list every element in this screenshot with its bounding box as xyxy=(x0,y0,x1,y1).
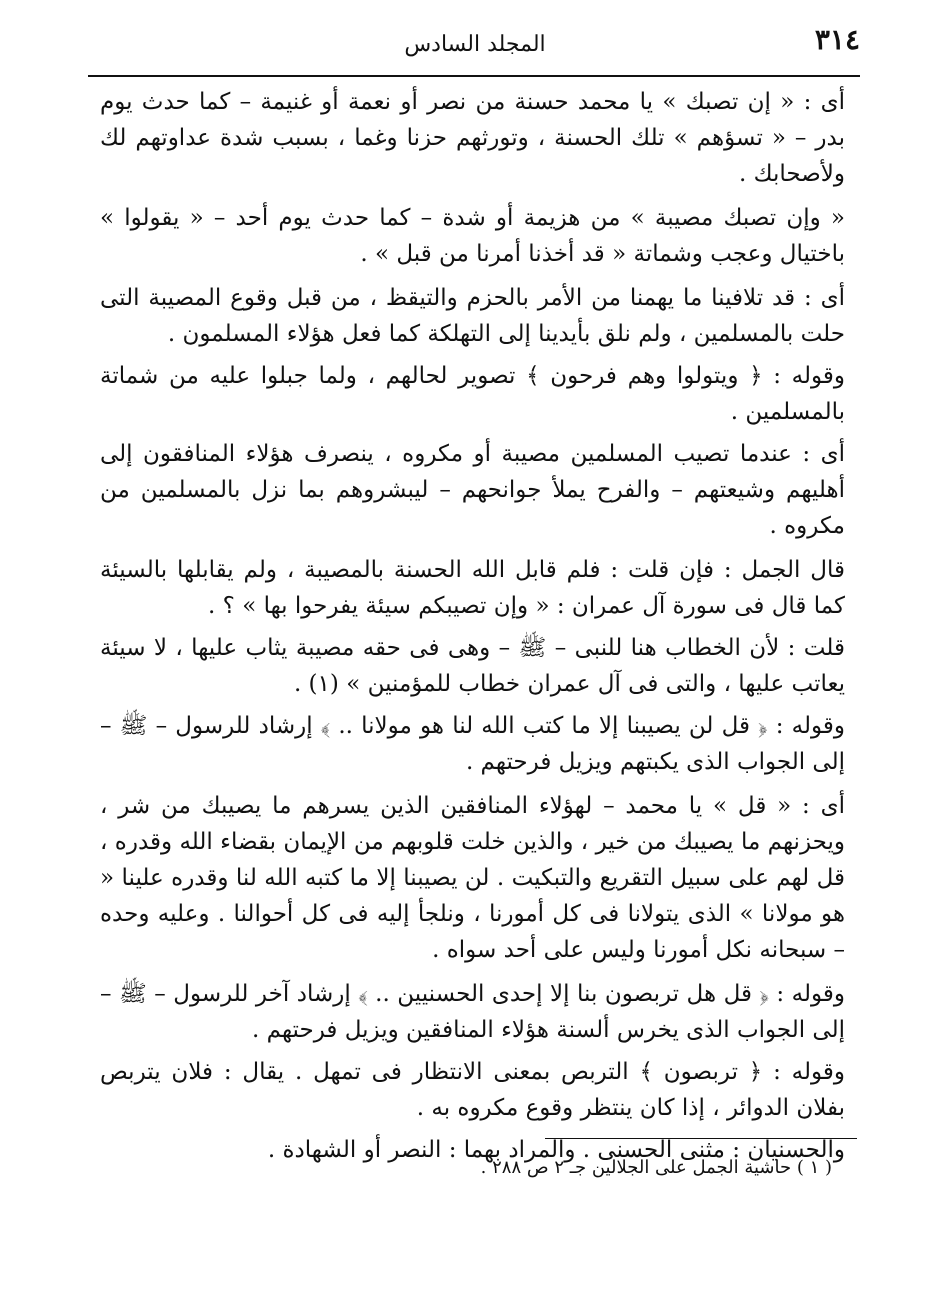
paragraph: وقوله : ﴿ قل هل تربصون بنا إلا إحدى الحسنيين .. ﴾ إرشاد آخر للرسول – ﷺ – إلى الجواب الذى يخرس ألسنة هؤلاء المنافقين ويزيل فرحتهم . xyxy=(100,981,845,1043)
paragraph: وقوله : ﴿ تربصون ﴾ التربص بمعنى الانتظار فى تمهل . يقال : فلان يتربص بفلان الدوائر ، إذا كان ينتظر وقوع مكروه به . xyxy=(100,1059,845,1121)
page-number: ٣١٤ xyxy=(814,23,860,56)
paragraph: وقوله : ﴿ قل لن يصيبنا إلا ما كتب الله لنا هو مولانا .. ﴾ إرشاد للرسول – ﷺ – إلى الجواب الذى يكبتهم ويزيل فرحتهم . xyxy=(100,713,845,775)
main-text xyxy=(100,84,845,1174)
paragraph: وقوله : ﴿ ويتولوا وهم فرحون ﴾ تصوير لحالهم ، ولما جبلوا عليه من شماتة بالمسلمين . xyxy=(100,363,845,425)
header-divider xyxy=(88,75,860,77)
footnote-divider xyxy=(545,1138,857,1139)
paragraph: قلت : لأن الخطاب هنا للنبى – ﷺ – وهى فى حقه مصيبة يثاب عليها ، لا سيئة يعاتب عليها ، والتى فى آل عمران خطاب للمؤمنين » (١) . xyxy=(100,635,845,697)
paragraph: أى : عندما تصيب المسلمين مصيبة أو مكروه ، ينصرف هؤلاء المنافقون إلى أهليهم وشيعتهم – والفرح يملأ جوانحهم – ليبشروهم بما نزل بالمسلمين من مكروه . xyxy=(100,441,845,539)
paragraph: « وإن تصبك مصيبة » من هزيمة أو شدة – كما حدث يوم أحد – « يقولوا » باختيال وعجب وشماتة « قد أخذنا أمرنا من قبل » . xyxy=(100,205,845,267)
paragraph: أى : قد تلافينا ما يهمنا من الأمر بالحزم والتيقظ ، من قبل وقوع المصيبة التى حلت بالمسلمين ، ولم نلق بأيدينا إلى التهلكة كما فعل هؤلاء المسلمون . xyxy=(100,285,845,347)
paragraph: أى : « قل » يا محمد – لهؤلاء المنافقين الذين يسرهم ما يصيبك من شر ، ويحزنهم ما يصيبك من خير ، والذين خلت قلوبهم من الإيمان بقضاء الله وقدره ، قل لهم على سبيل التقريع والتبكيت . لن يصيبنا إلا ما كتبه الله لنا وقدره علينا « هو مولانا » الذى يتولانا فى كل أمورنا ، ونلجأ إليه فى كل أحوالنا . وعليه وحده – سبحانه نكل أمورنا وليس على أحد سواه . xyxy=(100,793,845,963)
paragraph: قال الجمل : فإن قلت : فلم قابل الله الحسنة بالمصيبة ، ولم يقابلها بالسيئة كما قال فى سورة آل عمران : « وإن تصيبكم سيئة يفرحوا بها » ؟ . xyxy=(100,557,845,619)
footnote: ( ١ ) حاشية الجمل على الجلالين جـ ٢ ص ٢٨٨ . xyxy=(480,1157,832,1178)
paragraph: أى : « إن تصبك » يا محمد حسنة من نصر أو نعمة أو غنيمة – كما حدث يوم بدر – « تسؤهم » تلك الحسنة ، وتورثهم حزنا وغما ، بسبب شدة عداوتهم لك ولأصحابك . xyxy=(100,89,845,187)
paragraph: والحسنيان : مثنى الحسنى . والمراد بهما : النصر أو الشهادة . xyxy=(267,1137,845,1163)
running-title: المجلد السادس xyxy=(404,32,546,57)
page-header xyxy=(90,20,860,72)
